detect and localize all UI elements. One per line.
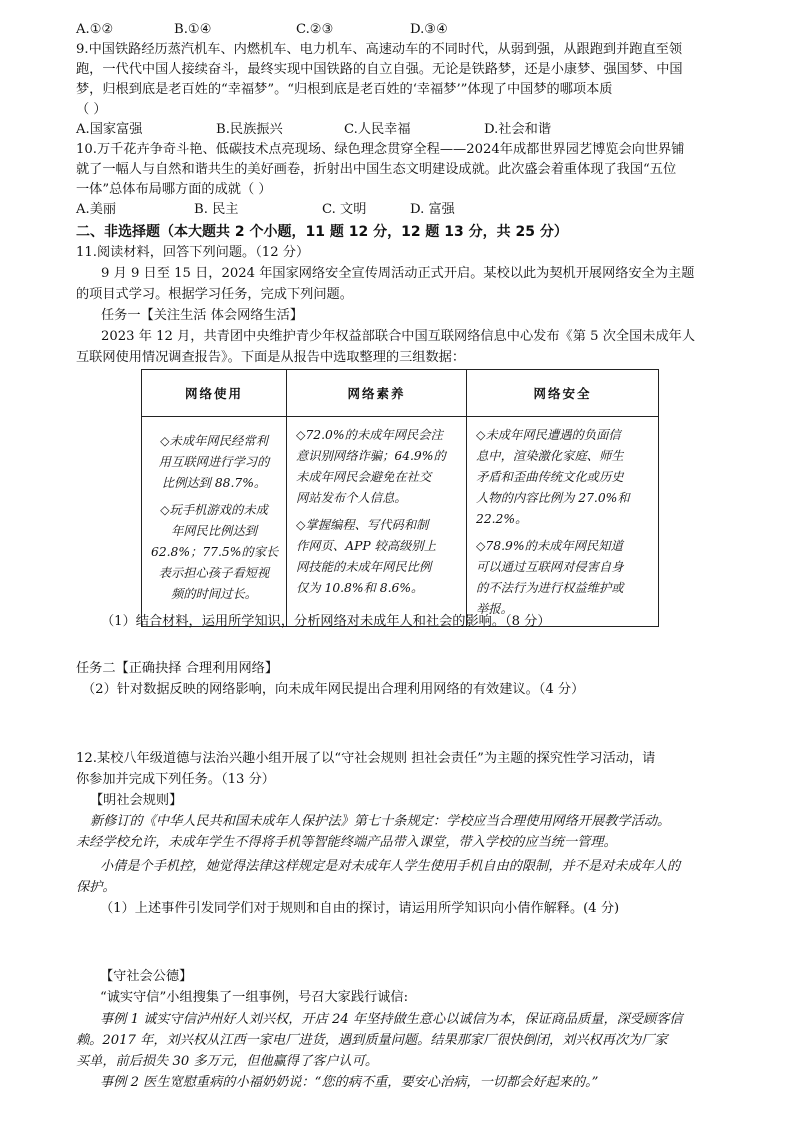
literacy-item-2-line-3: 网技能的未成年网民比例 — [296, 560, 432, 574]
q10-option-b: B. 民主 — [194, 202, 239, 217]
q12-xiaoqian-line-2: 保护。 — [76, 880, 116, 895]
literacy-item-1-line-2: 意识别网络诈骗；64.9%的 — [296, 449, 446, 463]
q12-case2: 事例 2 医生宽慰重病的小福奶奶说：“您的病不重，要安心治病，一切都会好起来的。” — [100, 1075, 599, 1090]
q12-sub1: （1）上述事件引发同学们对于规则和自由的探讨，请运用所学知识向小倩作解释。(4 分) — [100, 901, 620, 916]
table-header-security: 网络安全 — [467, 370, 659, 417]
security-item-2-line-4: 举报。 — [476, 602, 513, 616]
q10-line-1: 10.万千花卉争奇斗艳、低碳技术点亮现场、绿色理念贯穿全程——2024年成都世界园艺博览会向世界铺 — [76, 142, 685, 157]
section2-title: 二、非选择题（本大题共 2 个小题，11 题 12 分，12 题 13 分，共 25 分） — [76, 224, 568, 240]
q11-para2-line-1: 2023 年 12 月，共青团中央维护青少年权益部联合中国互联网络信息中心发布《第 5 次全国未成年人 — [101, 329, 696, 344]
security-item-1-line-2: 息中，渲染激化家庭、师生 — [476, 449, 624, 463]
table-cell-usage — [142, 417, 287, 627]
q12-honesty-intro: “诚实守信”小组搜集了一组事例，号召大家践行诚信: — [100, 990, 409, 1005]
q9-line-3: 梦，归根到底是老百姓的“幸福梦”。“归根到底是老百姓的‘幸福梦’”体现了中国梦的哪项本质 — [76, 82, 613, 97]
q8-option-c: C.②③ — [296, 22, 334, 37]
table-cell-literacy — [287, 417, 467, 627]
q12-intro-line-1: 12.某校八年级道德与法治兴趣小组开展了以“守社会规则 担社会责任”为主题的探究性学习活动，请 — [76, 751, 656, 766]
q12-case1-line-1: 事例 1 诚实守信泸州好人刘兴权，开店 24 年坚持做生意心以诚信为本，保证商品质量，深受顾客信 — [100, 1012, 683, 1027]
q8-options — [76, 20, 716, 40]
usage-item-2-line-1: ◇玩手机游戏的未成 — [160, 503, 268, 517]
usage-item-2-line-4: 表示担心孩子看短视 — [158, 566, 270, 580]
q12-case1-line-3: 买单，前后损失 30 多万元，但他赢得了客户认可。 — [76, 1054, 379, 1069]
survey-data-table — [141, 369, 659, 627]
table-header-row — [142, 370, 659, 417]
q11-intro: 11.阅读材料，回答下列问题。（12 分） — [76, 245, 310, 260]
security-item-2-line-2: 可以通过互联网对侵害自身 — [476, 560, 624, 574]
security-item-2-line-1: ◇78.9%的未成年网民知道 — [476, 539, 623, 553]
security-item-1-line-3: 矛盾和歪曲传统文化或历史 — [476, 470, 624, 484]
q9-line-2: 跑，一代代中国人接续奋斗，最终实现中国铁路的自立自强。无论是铁路梦，还是小康梦、强国梦、中国 — [76, 62, 683, 77]
literacy-item-2-line-2: 作网页、APP 较高级别上 — [296, 539, 437, 553]
literacy-item-2-line-4: 仅为 10.8%和 8.6%。 — [296, 581, 424, 595]
usage-item-2-line-5: 频的时间过长。 — [170, 587, 258, 601]
q10-option-a: A.美丽 — [76, 202, 117, 217]
q12-case1-line-2: 赖。2017 年，刘兴权从江西一家电厂进货，遇到质量问题。结果那家厂很快倒闭，刘兴权再次为厂家 — [76, 1033, 668, 1048]
usage-item-1-line-1: ◇未成年网民经常利 — [160, 434, 268, 448]
q8-option-d: D.③④ — [410, 22, 448, 37]
usage-item-1-line-2: 用互联网进行学习的 — [158, 455, 270, 469]
q12-law-line-1: 新修订的《中华人民共和国未成年人保护法》第七十条规定：学校应当合理使用网络开展教学活动。 — [90, 814, 671, 829]
q11-sub1: （1）结合材料，运用所学知识，分析网络对未成年人和社会的影响。（8 分） — [101, 614, 551, 629]
literacy-item-1-line-3: 未成年网民会避免在社交 — [296, 470, 432, 484]
table-header-literacy: 网络素养 — [287, 370, 467, 417]
q11-task2: 任务二【正确抉择 合理利用网络】 — [76, 661, 279, 676]
usage-item-1-line-3: 比例达到 88.7%。 — [161, 476, 267, 490]
q11-para1-line-2: 的项目式学习。根据学习任务，完成下列问题。 — [76, 287, 353, 302]
literacy-item-1-line-1: ◇72.0%的未成年网民会注 — [296, 428, 443, 442]
q9-option-a: A.国家富强 — [76, 122, 143, 137]
q12-intro-line-2: 你参加并完成下列任务。（13 分） — [76, 772, 275, 787]
table-cell-security — [467, 417, 659, 627]
usage-item-2-line-2: 年网民比例达到 — [170, 524, 258, 538]
table-row — [142, 417, 659, 627]
q10-line-2: 就了一幅人与自然和谐共生的美好画卷，折射出中国生态文明建设成就。此次盛会着重体现了我国“五位 — [76, 162, 677, 177]
q9-option-c: C.人民幸福 — [344, 122, 411, 137]
security-item-1-line-1: ◇未成年网民遭遇的负面信 — [476, 428, 621, 442]
q10-option-c: C. 文明 — [322, 202, 367, 217]
q12-law-line-2: 未经学校允许，未成年学生不得将手机等智能终端产品带入课堂，带入学校的应当统一管理。 — [76, 835, 617, 850]
q10-line-3: 一体”总体布局哪方面的成就（ ） — [76, 182, 272, 197]
usage-item-2-line-3: 62.8%；77.5%的家长 — [151, 545, 279, 559]
q12-rule-heading: 【明社会规则】 — [90, 793, 183, 808]
q11-task1: 任务一【关注生活 体会网络生活】 — [101, 308, 304, 323]
q11-sub2: （2）针对数据反映的网络影响，向未成年网民提出合理利用网络的有效建议。（4 分） — [82, 682, 585, 697]
q9-options — [76, 120, 716, 140]
q9-line-4: （ ） — [76, 102, 107, 117]
q11-para2-line-2: 互联网使用情况调查报告》。下面是从报告中选取整理的三组数据： — [76, 350, 466, 365]
security-item-1-line-5: 22.2%。 — [476, 512, 528, 526]
q8-option-a: A.①② — [76, 22, 114, 37]
q9-option-d: D.社会和谐 — [484, 122, 552, 137]
literacy-item-1-line-4: 网站发布个人信息。 — [296, 491, 407, 505]
q9-option-b: B.民族振兴 — [216, 122, 283, 137]
q11-para1-line-1: 9 月 9 日至 15 日，2024 年国家网络安全宣传周活动正式开启。某校以此为契机开展网络安全为主题 — [101, 266, 695, 281]
q9-line-1: 9.中国铁路经历蒸汽机车、内燃机车、电力机车、高速动车的不同时代，从弱到强，从跟跑到并跑直至领 — [76, 42, 683, 57]
q8-option-b: B.①④ — [174, 22, 212, 37]
q10-options — [76, 200, 716, 220]
q10-option-d: D. 富强 — [410, 202, 455, 217]
q12-morality-heading: 【守社会公德】 — [100, 969, 193, 984]
table-header-usage: 网络使用 — [142, 370, 287, 417]
q12-xiaoqian-line-1: 小倩是个手机控，她觉得法律这样规定是对未成年人学生使用手机自由的限制，并不是对未成年人的 — [100, 859, 681, 874]
literacy-item-2-line-1: ◇掌握编程、写代码和制 — [296, 518, 429, 532]
security-item-1-line-4: 人物的内容比例为 27.0%和 — [476, 491, 630, 505]
security-item-2-line-3: 的不法行为进行权益维护或 — [476, 581, 624, 595]
